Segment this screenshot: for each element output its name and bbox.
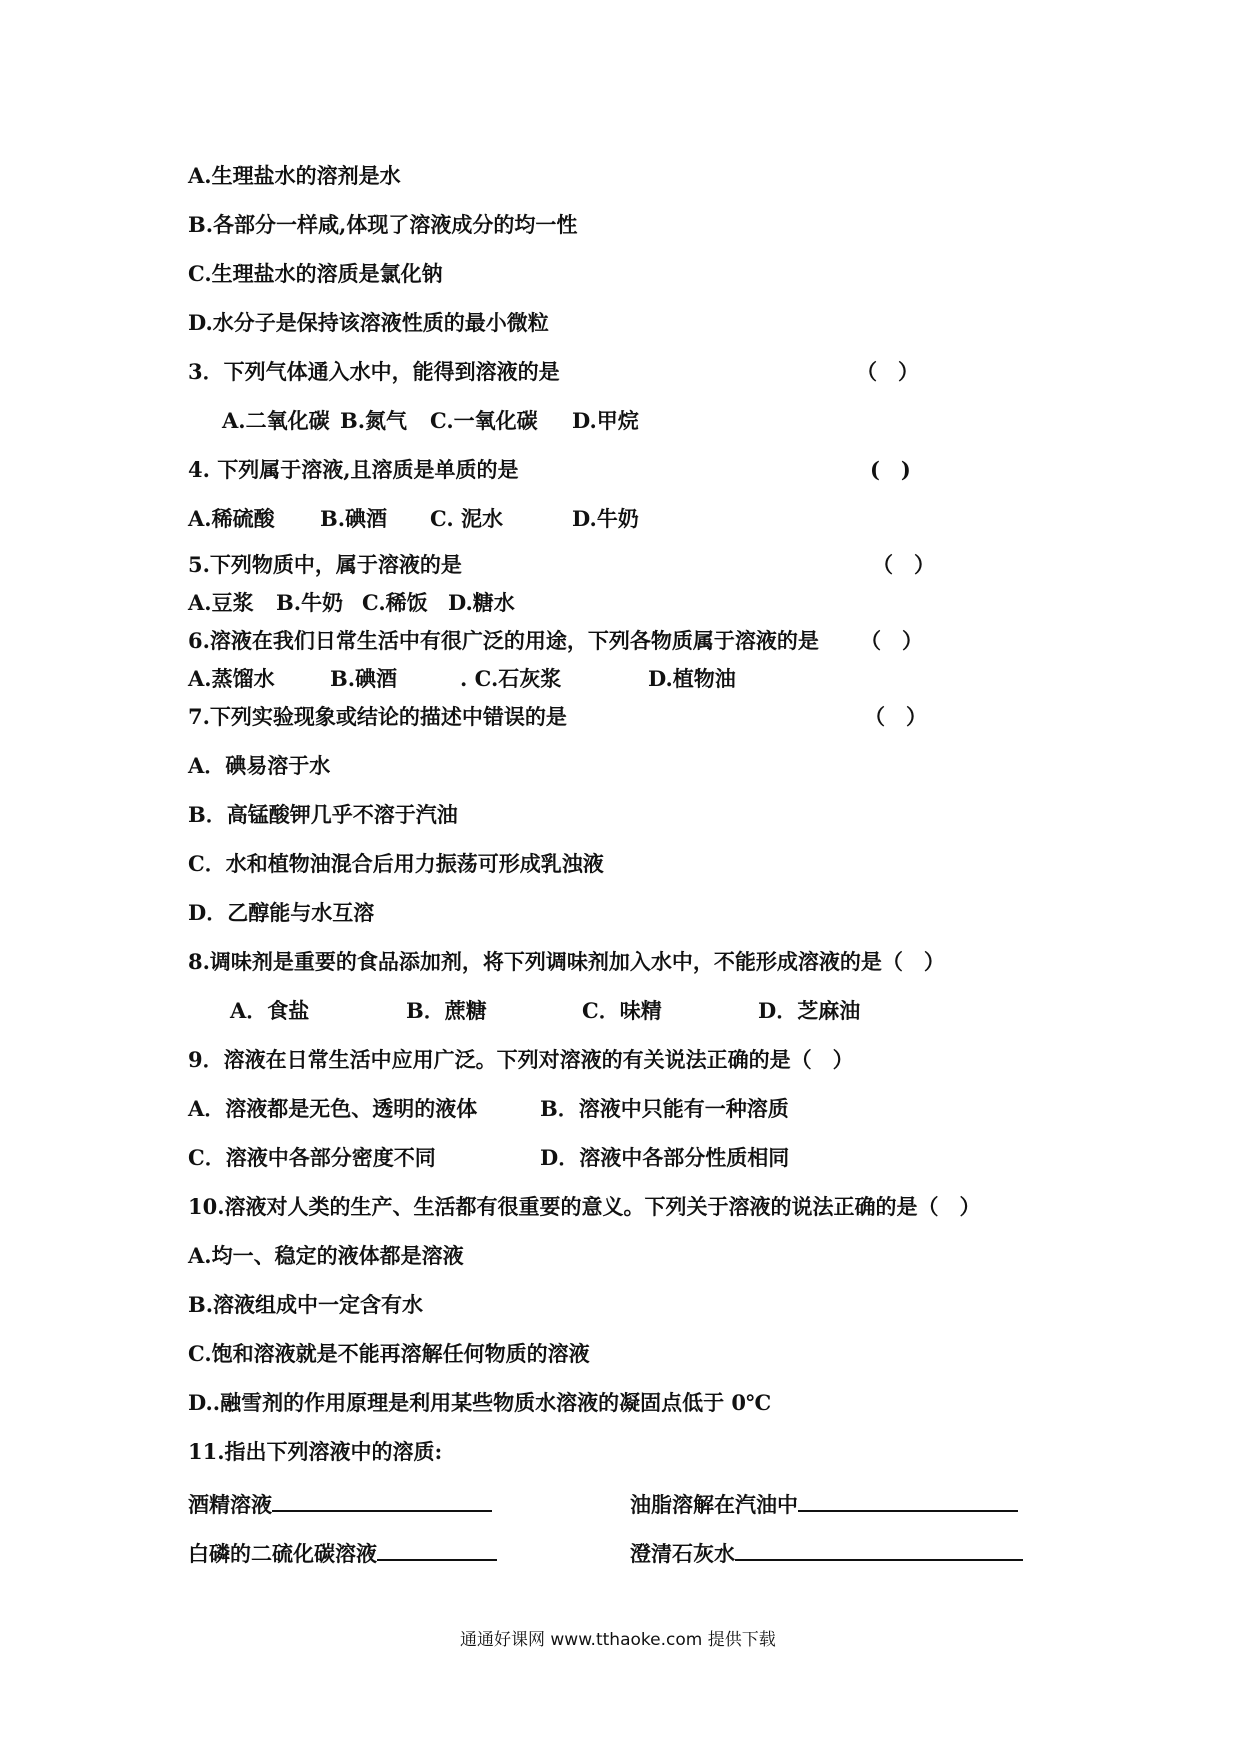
q9-option-a: A．溶液都是无色、透明的液体 (188, 1096, 478, 1121)
q11-phosphorus-answer-blank[interactable] (377, 1541, 497, 1561)
q11-item-grease-label: 油脂溶解在汽油中 (630, 1492, 798, 1517)
q7-option-b: B．高锰酸钾几乎不溶于汽油 (188, 802, 458, 827)
q2-option-b: B.各部分一样咸,体现了溶液成分的均一性 (188, 212, 578, 237)
q4-option-d: D.牛奶 (572, 506, 639, 531)
q11-limewater-answer-blank[interactable] (735, 1541, 1023, 1561)
q10-stem: 10.溶液对人类的生产、生活都有很重要的意义。下列关于溶液的说法正确的是（ ） (188, 1194, 981, 1219)
q9-option-c: C．溶液中各部分密度不同 (188, 1145, 436, 1170)
q11-item-limewater-label: 澄清石灰水 (630, 1541, 735, 1566)
q5-options (188, 592, 515, 613)
q5-option-b: B.牛奶 (276, 590, 344, 615)
q5-option-d: D.糖水 (448, 590, 515, 615)
q10-option-b: B.溶液组成中一定含有水 (188, 1292, 424, 1317)
q4-answer-paren: ( ) (870, 457, 911, 482)
q9-option-b: B．溶液中只能有一种溶质 (540, 1096, 789, 1121)
q8-option-d: D．芝麻油 (758, 998, 861, 1023)
q5-stem: 5.下列物质中，属于溶液的是 (188, 552, 462, 577)
q4-stem: 4. 下列属于溶液,且溶质是单质的是 (188, 457, 519, 482)
q3-option-b: B.氮气 (340, 408, 408, 433)
q11-stem: 11.指出下列溶液中的溶质: (188, 1439, 443, 1464)
q3-answer-paren: （ ） (856, 359, 919, 384)
q9-stem: 9．溶液在日常生活中应用广泛。下列对溶液的有关说法正确的是（ ） (188, 1047, 854, 1072)
q3-option-a: A.二氧化碳 (222, 408, 330, 433)
q10-option-d: D..融雪剂的作用原理是利用某些物质水溶液的凝固点低于 0℃ (188, 1390, 772, 1415)
q7-stem: 7.下列实验现象或结论的描述中错误的是 (188, 704, 567, 729)
q7-option-d: D．乙醇能与水互溶 (188, 900, 375, 925)
q5-answer-paren: （ ） (872, 552, 935, 577)
q11-alcohol-answer-blank[interactable] (272, 1492, 492, 1512)
q8-option-c: C．味精 (582, 998, 662, 1023)
q3-stem: 3．下列气体通入水中，能得到溶液的是 (188, 359, 560, 384)
q11-item-phosphorus (188, 1541, 497, 1564)
q5-option-a: A.豆浆 (188, 590, 254, 615)
q6-options (188, 668, 736, 689)
q6-option-c: . C.石灰浆 (460, 666, 562, 691)
q7-option-a: A．碘易溶于水 (188, 753, 331, 778)
q4-option-c: C. 泥水 (430, 506, 503, 531)
q8-stem: 8.调味剂是重要的食品添加剂，将下列调味剂加入水中，不能形成溶液的是（ ） (188, 949, 945, 974)
q2-option-c: C.生理盐水的溶质是氯化钠 (188, 261, 443, 286)
q8-option-b: B．蔗糖 (406, 998, 487, 1023)
q3-option-d: D.甲烷 (572, 408, 639, 433)
q11-item-phosphorus-label: 白磷的二硫化碳溶液 (188, 1541, 377, 1566)
q5-option-c: C.稀饭 (362, 590, 428, 615)
page-footer: 通通好课网 www.tthaoke.com 提供下载 (460, 1630, 776, 1650)
q6-option-a: A.蒸馏水 (188, 666, 275, 691)
q11-item-grease (630, 1492, 1018, 1515)
q3-options (222, 410, 639, 431)
q10-option-a: A.均一、稳定的液体都是溶液 (188, 1243, 464, 1268)
q4-option-b: B.碘酒 (320, 506, 388, 531)
q11-item-alcohol-label: 酒精溶液 (188, 1492, 272, 1517)
q11-item-limewater (630, 1541, 1023, 1564)
q9-option-d: D．溶液中各部分性质相同 (540, 1145, 790, 1170)
q4-options (188, 508, 639, 529)
q7-answer-paren: （ ） (864, 704, 927, 729)
q8-options (230, 1000, 860, 1021)
q6-option-d: D.植物油 (648, 666, 736, 691)
q4-option-a: A.稀硫酸 (188, 506, 275, 531)
q7-option-c: C．水和植物油混合后用力振荡可形成乳浊液 (188, 851, 604, 876)
q8-option-a: A．食盐 (230, 998, 310, 1023)
q11-grease-answer-blank[interactable] (798, 1492, 1018, 1512)
q6-answer-paren: （ ） (860, 628, 923, 653)
q11-item-alcohol (188, 1492, 492, 1515)
q3-option-c: C.一氧化碳 (430, 408, 538, 433)
q10-option-c: C.饱和溶液就是不能再溶解任何物质的溶液 (188, 1341, 590, 1366)
q6-option-b: B.碘酒 (330, 666, 398, 691)
q2-option-d: D.水分子是保持该溶液性质的最小微粒 (188, 310, 549, 335)
q6-stem: 6.溶液在我们日常生活中有很广泛的用途，下列各物质属于溶液的是 (188, 628, 819, 653)
q2-option-a: A.生理盐水的溶剂是水 (188, 163, 401, 188)
